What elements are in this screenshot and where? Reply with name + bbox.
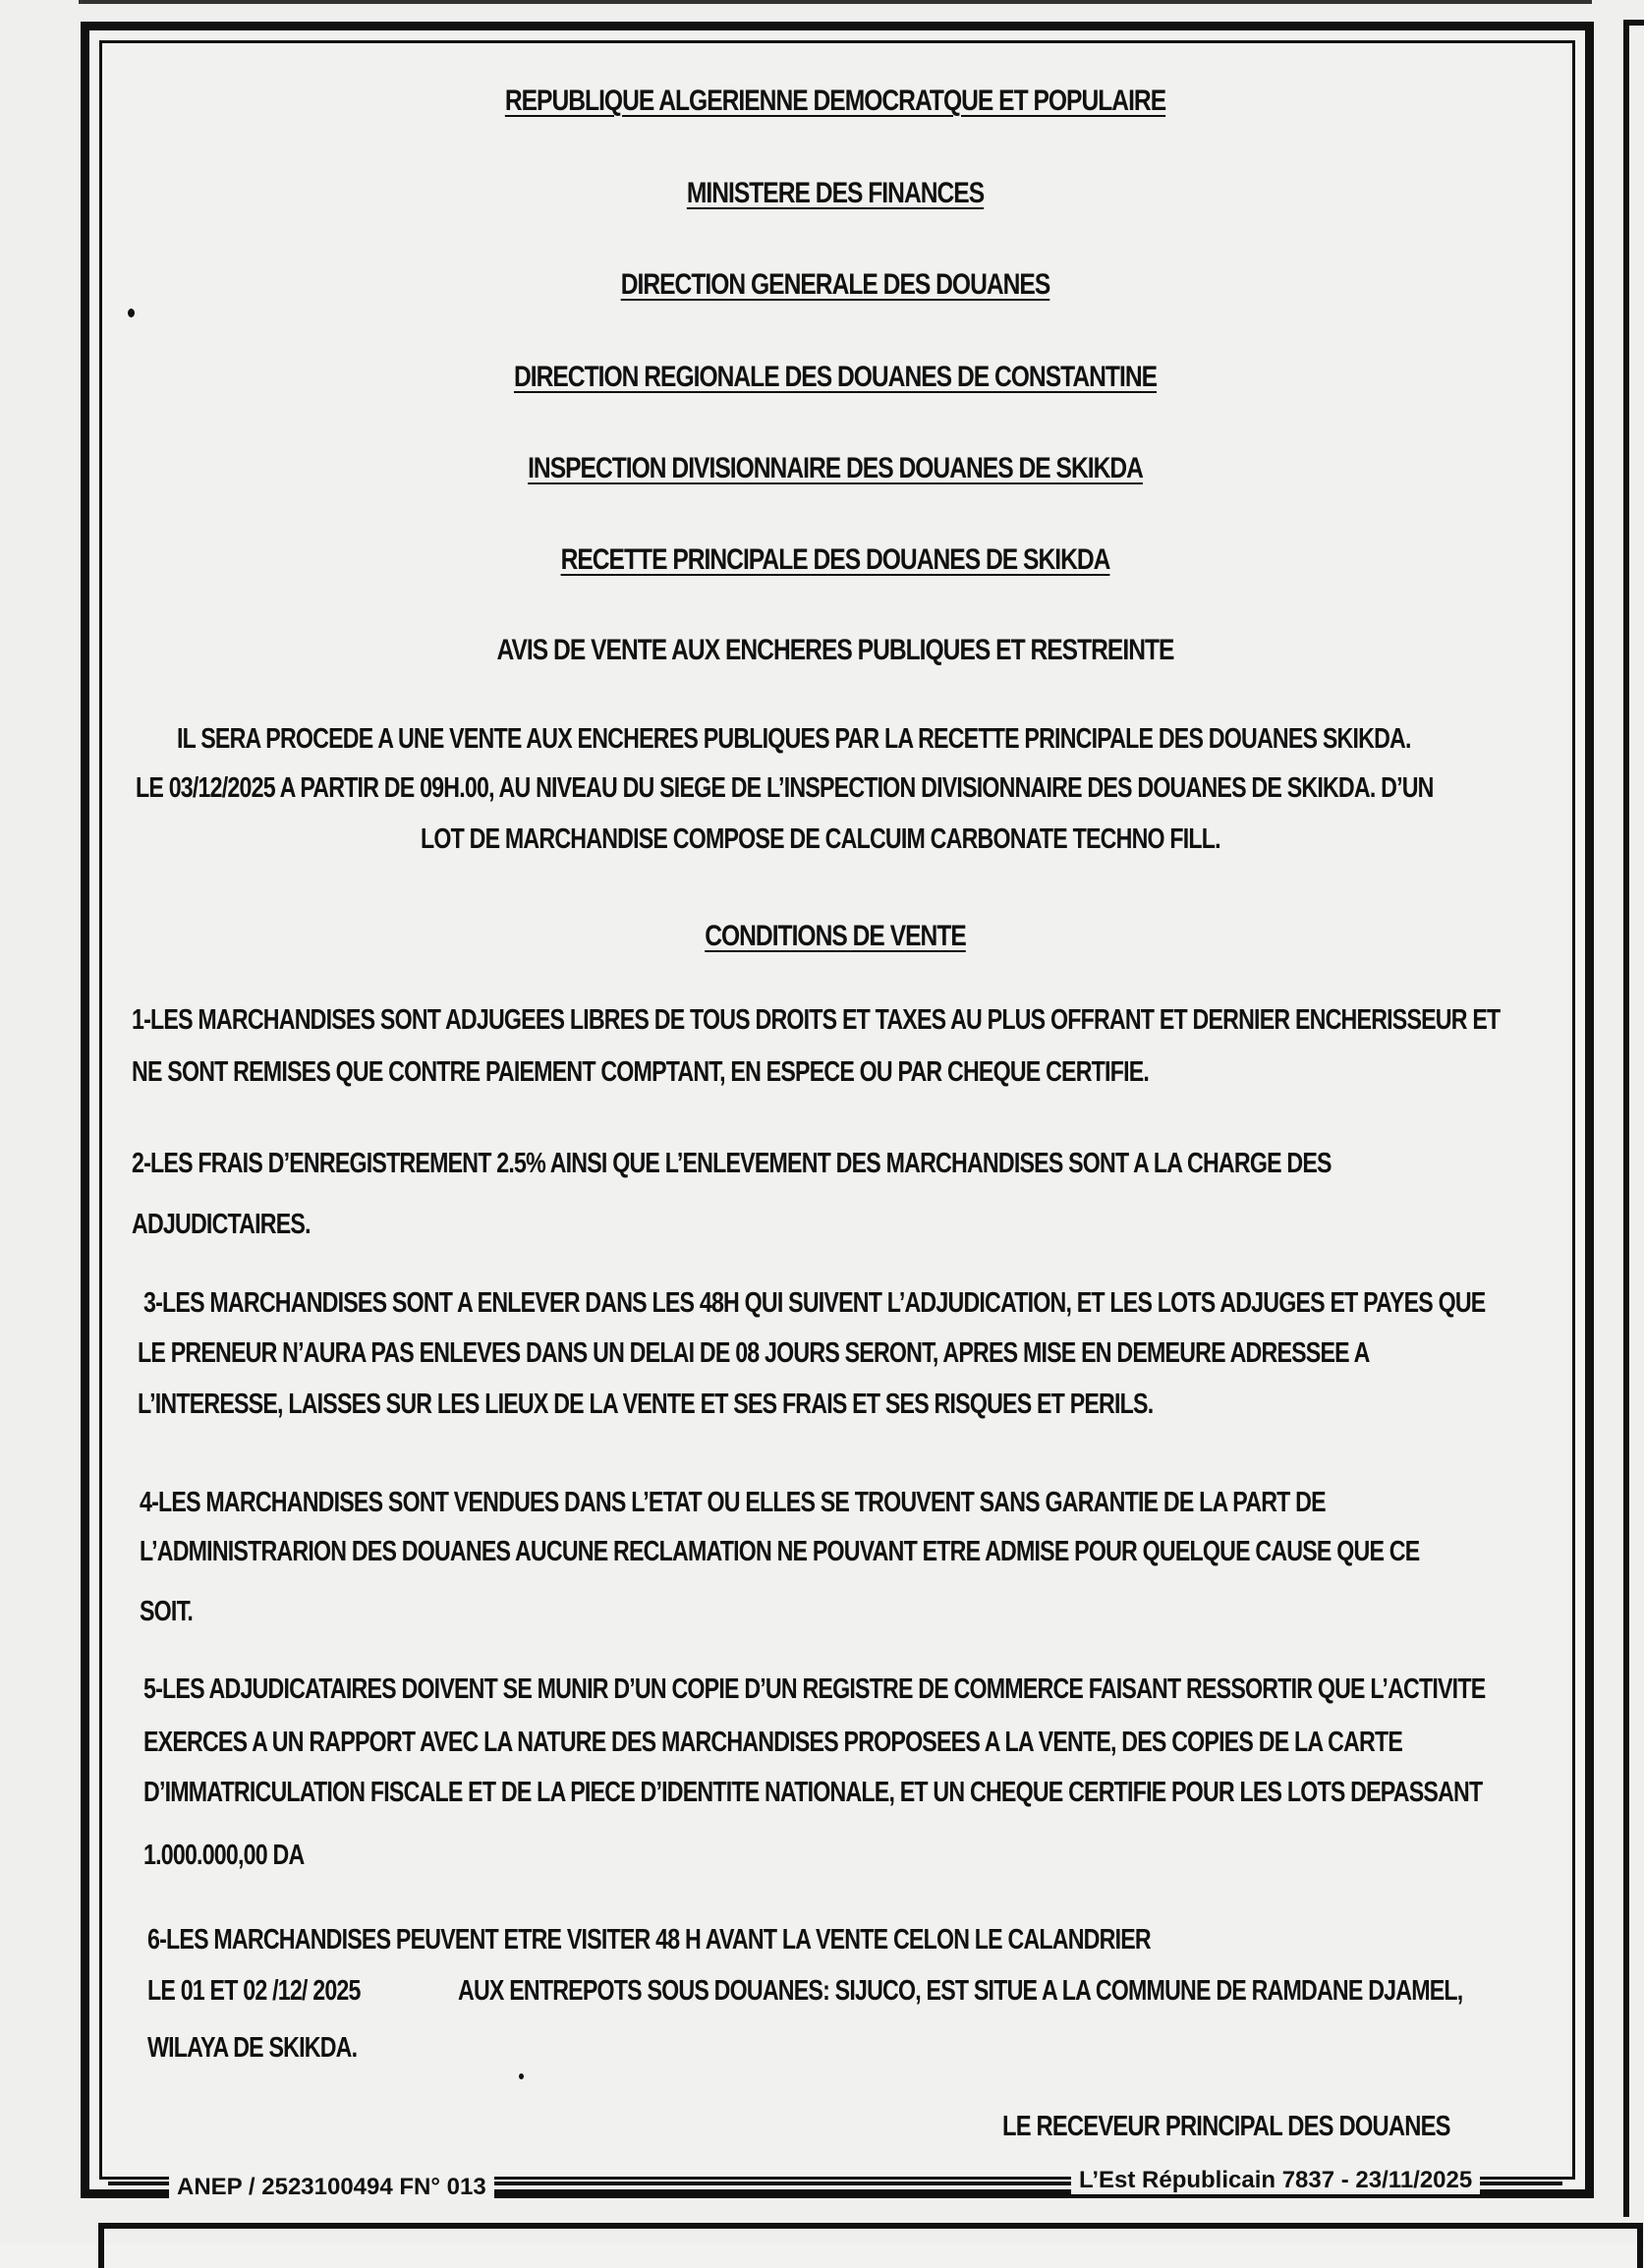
condition-1-line-1: 1-LES MARCHANDISES SONT ADJUGEES LIBRES DE TOUS DROITS ET TAXES AU PLUS OFFRANT ET DERNIER ENCHERISSEUR ET [132,1004,1501,1036]
conditions-heading-text: CONDITIONS DE VENTE [705,920,966,952]
condition-5-line-2: EXERCES A UN RAPPORT AVEC LA NATURE DES MARCHANDISES PROPOSEES A LA VENTE, DES COPIES DE LA CARTE [143,1727,1403,1758]
header-ministry [231,177,1440,210]
intro-line-3: LOT DE MARCHANDISE COMPOSE DE CALCUIM CARBONATE TECHNO FILL. [421,823,1220,855]
intro-line-2: LE 03/12/2025 A PARTIR DE 09H.00, AU NIVEAU DU SIEGE DE L’INSPECTION DIVISIONNAIRE DES DOUANES DE SKIKDA. D’UN [136,772,1434,804]
header-recette-text: RECETTE PRINCIPALE DES DOUANES DE SKIKDA [560,543,1110,576]
condition-1-line-2: NE SONT REMISES QUE CONTRE PAIEMENT COMPTANT, EN ESPECE OU PAR CHEQUE CERTIFIE. [132,1056,1150,1088]
header-republic-text: REPUBLIQUE ALGERIENNE DEMOCRATQUE ET POPULAIRE [504,85,1166,117]
print-speck [128,309,135,317]
condition-6-line-2-date: LE 01 ET 02 /12/ 2025 [147,1975,361,2007]
condition-5-line-1: 5-LES ADJUDICATAIRES DOIVENT SE MUNIR D’UN COPIE D’UN REGISTRE DE COMMERCE FAISANT RESSORTIR QUE L’ACTIVITE [143,1673,1486,1705]
print-speck [519,2073,524,2079]
signature: LE RECEVEUR PRINCIPAL DES DOUANES [1002,2111,1450,2142]
condition-2-line-2: ADJUDICTAIRES. [132,1209,311,1240]
footer-anep-reference: ANEP / 2523100494 FN° 013 [169,2174,494,2201]
neighbour-ad-frame [98,2223,1643,2268]
intro-line-1: IL SERA PROCEDE A UNE VENTE AUX ENCHERES PUBLIQUES PAR LA RECETTE PRINCIPALE DES DOUANES SKIKDA. [177,723,1411,755]
header-republic [231,85,1440,118]
header-general-direction [231,268,1440,302]
condition-6-line-3: WILAYA DE SKIKDA. [147,2032,358,2064]
header-regional-direction [231,361,1440,394]
header-inspection-text: INSPECTION DIVISIONNAIRE DES DOUANES DE SKIKDA [528,452,1143,484]
condition-2-line-1: 2-LES FRAIS D’ENREGISTREMENT 2.5% AINSI QUE L’ENLEVEMENT DES MARCHANDISES SONT A LA CHARGE DES [132,1148,1332,1179]
header-ministry-text: MINISTERE DES FINANCES [686,177,985,209]
notice-title-text: AVIS DE VENTE AUX ENCHERES PUBLIQUES ET RESTREINTE [496,634,1174,666]
condition-4-line-2: L’ADMINISTRARION DES DOUANES AUCUNE RECLAMATION NE POUVANT ETRE ADMISE POUR QUELQUE CAUSE QUE CE [140,1536,1420,1567]
footer-newspaper-issue: L’Est Républicain 7837 - 23/11/2025 [1071,2167,1480,2194]
condition-4-line-3: SOIT. [140,1596,194,1627]
condition-3-line-1: 3-LES MARCHANDISES SONT A ENLEVER DANS LES 48H QUI SUIVENT L’ADJUDICATION, ET LES LOTS ADJUGES ET PAYES QUE [143,1287,1486,1319]
neighbour-column-frame [1623,20,1644,2217]
condition-6-line-2: AUX ENTREPOTS SOUS DOUANES: SIJUCO, EST SITUE A LA COMMUNE DE RAMDANE DJAMEL, [458,1975,1463,2007]
condition-3-line-2: LE PRENEUR N’AURA PAS ENLEVES DANS UN DELAI DE 08 JOURS SERONT, APRES MISE EN DEMEURE ADRESSEE A [138,1337,1370,1369]
condition-4-line-1: 4-LES MARCHANDISES SONT VENDUES DANS L’ETAT OU ELLES SE TROUVENT SANS GARANTIE DE LA PART DE [140,1487,1326,1518]
header-general-direction-text: DIRECTION GENERALE DES DOUANES [620,268,1050,301]
top-rule [79,0,1592,4]
header-recette [231,543,1440,577]
condition-6-line-1: 6-LES MARCHANDISES PEUVENT ETRE VISITER 48 H AVANT LA VENTE CELON LE CALANDRIER [147,1924,1151,1956]
header-inspection [231,452,1440,485]
conditions-heading [231,920,1440,953]
header-regional-direction-text: DIRECTION REGIONALE DES DOUANES DE CONSTANTINE [513,361,1158,393]
ad-frame [81,22,1594,2198]
condition-5-line-4: 1.000.000,00 DA [143,1840,305,1871]
notice-title [231,634,1440,667]
condition-3-line-3: L’INTERESSE, LAISSES SUR LES LIEUX DE LA VENTE ET SES FRAIS ET SES RISQUES ET PERILS. [138,1389,1154,1420]
condition-5-line-3: D’IMMATRICULATION FISCALE ET DE LA PIECE D’IDENTITE NATIONALE, ET UN CHEQUE CERTIFIE POUR LES LOTS DEPASSANT [143,1777,1483,1808]
